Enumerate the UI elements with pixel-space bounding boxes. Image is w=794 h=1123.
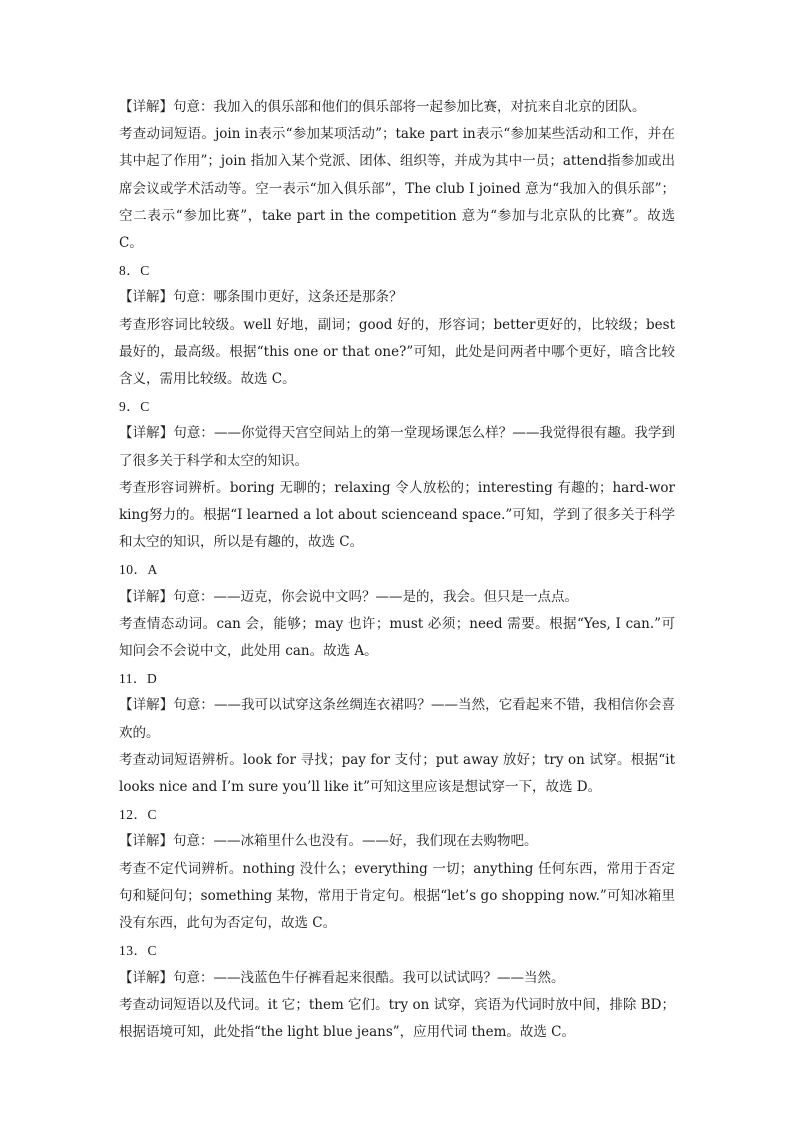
question-10-answer: 10．A	[119, 562, 158, 578]
explanation-11-meaning: 【详解】句意：——我可以试穿这条丝绸连衣裙吗？——当然，它看起来不错，我相信你会喜欢的。	[119, 697, 675, 741]
question-11-answer: 11．D	[119, 671, 158, 687]
explanation-7-analysis: 考查动词短语。join in表示“参加某项活动”；take part in表示“参加某些活动和工作，并在其中起了作用”；join 指加入某个党派、团体、组织等，并成为其中一员；attend指参加或出席会议或学术活动等。空一表示“加入俱乐部”，The club I joined 意为“我加入的俱乐部”；空二表示“参加比赛”，take part in the competition 意为“参加与北京队的比赛”。故选 C。	[119, 126, 675, 252]
explanation-9-meaning: 【详解】句意：——你觉得天宫空间站上的第一堂现场课怎么样？——我觉得很有趣。我学到了很多关于科学和太空的知识。	[119, 425, 675, 469]
question-13-answer: 13．C	[119, 943, 158, 959]
explanation-9-analysis: 考查形容词辨析。boring 无聊的；relaxing 令人放松的；interesting 有趣的；hard-working努力的。根据“I learned a lot about scienceand space.”可知，学到了很多关于科学和太空的知识，所以是有趣的，故选 C。	[119, 479, 675, 551]
explanation-10-analysis: 考查情态动词。can 会，能够；may 也许；must 必须；need 需要。根据“Yes, I can.”可知问会不会说中文，此处用 can。故选 A。	[119, 615, 675, 660]
explanation-12-analysis: 考查不定代词辨析。nothing 没什么；everything 一切；anything 任何东西，常用于否定句和疑问句；something 某物，常用于肯定句。根据“let’s go shopping now.”可知冰箱里没有东西，此句为否定句，故选 C。	[119, 860, 675, 932]
explanation-11-analysis: 考查动词短语辨析。look for 寻找；pay for 支付；put away 放好；try on 试穿。根据“it looks nice and I’m sure you’ll like it”可知这里应该是想试穿一下，故选 D。	[119, 751, 675, 796]
explanation-8-meaning: 【详解】句意：哪条围巾更好，这条还是那条？	[119, 289, 403, 306]
question-8-answer: 8．C	[119, 263, 150, 279]
explanation-13-analysis: 考查动词短语以及代词。it 它；them 它们。try on 试穿，宾语为代词时放中间，排除 BD；根据语境可知，此处指“the light blue jeans”，应用代词 them。故选 C。	[119, 996, 675, 1040]
explanation-7-meaning: 【详解】句意：我加入的俱乐部和他们的俱乐部将一起参加比赛，对抗来自北京的团队。	[119, 99, 646, 115]
question-9-answer: 9．C	[119, 399, 150, 415]
question-12-answer: 12．C	[119, 807, 158, 823]
explanation-8-analysis: 考查形容词比较级。well 好地，副词；good 好的，形容词；better更好的，比较级；best 最好的，最高级。根据“this one or that one?”可知，此处是问两者中哪个更好，暗含比较含义，需用比较级。故选 C。	[119, 316, 675, 388]
explanation-13-meaning: 【详解】句意：——浅蓝色牛仔裤看起来很酷。我可以试试吗？——当然。	[119, 969, 565, 986]
answer-explanations	[119, 94, 675, 1046]
explanation-12-meaning: 【详解】句意：——冰箱里什么也没有。——好，我们现在去购物吧。	[119, 833, 538, 850]
explanation-10-meaning: 【详解】句意：——迈克，你会说中文吗？——是的，我会。但只是一点点。	[119, 588, 578, 605]
